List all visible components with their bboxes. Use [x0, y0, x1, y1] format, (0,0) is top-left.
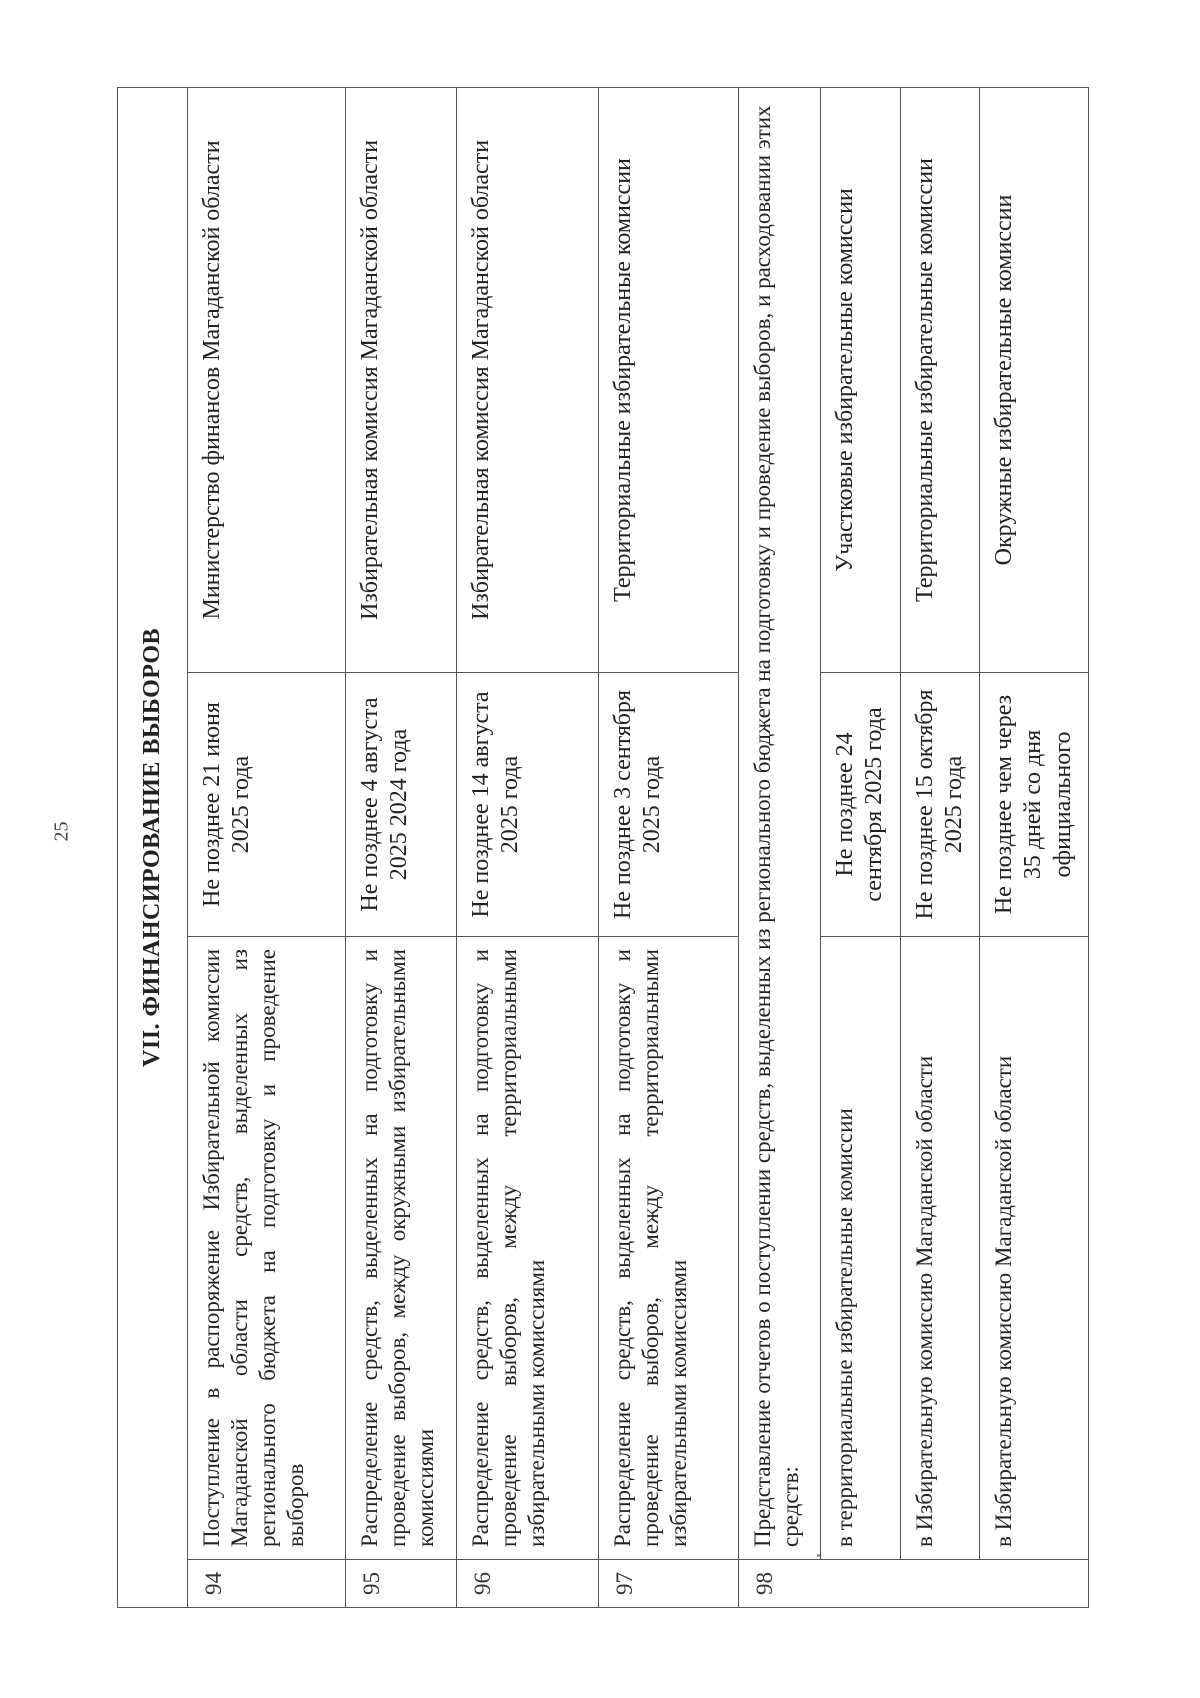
row-deadline: Не позднее 14 августа 2025 года [457, 673, 599, 937]
table-row [188, 87, 346, 1607]
row-item-text: Поступление в распоряжение Избирательной комиссии Магаданской области средств, выделенных из регионального бюджета на подготовку и проведение выборов [188, 937, 346, 1560]
table-subrow [900, 87, 980, 1607]
row-responsible: Территориальные избирательные комиссии [599, 87, 739, 672]
table-row [599, 87, 739, 1607]
row-number: 98 [739, 1560, 1089, 1608]
section-title: VII. ФИНАНСИРОВАНИЕ ВЫБОРОВ [118, 87, 188, 1607]
row-item-text: Распределение средств, выделенных на подготовку и проведение выборов, между территориальными избирательными комиссиями [457, 937, 599, 1560]
subrow-item-text: в Избирательную комиссию Магаданской области [980, 937, 1089, 1560]
row-responsible: Избирательная комиссия Магаданской области [346, 87, 457, 672]
subrow-deadline: Не позднее 24 сентября 2025 года [821, 673, 901, 937]
rotated-table-wrapper [117, 88, 1076, 1608]
row-number: 96 [457, 1560, 599, 1608]
subrow-deadline: Не позднее чем через 35 дней со дня официального [980, 673, 1089, 937]
row-deadline: Не позднее 4 августа 2025 2024 года [346, 673, 457, 937]
page-number: 25 [50, 821, 73, 842]
row-number: 97 [599, 1560, 739, 1608]
subrow-responsible: Окружные избирательные комиссии [980, 87, 1089, 672]
subrow-responsible: Территориальные избирательные комиссии [900, 87, 980, 672]
subrow-responsible: Участковые избирательные комиссии [821, 87, 901, 672]
row-number: 94 [188, 1560, 346, 1608]
row-item-text: Распределение средств, выделенных на подготовку и проведение выборов, между окружными избирательными комиссиями [346, 937, 457, 1560]
row-responsible: Министерство финансов Магаданской области [188, 87, 346, 672]
row-deadline: Не позднее 21 июня 2025 года [188, 673, 346, 937]
row-deadline: Не позднее 3 сентября 2025 года [599, 673, 739, 937]
elections-financing-table [117, 87, 1089, 1608]
table-row [457, 87, 599, 1607]
scan-speck [817, 1554, 820, 1557]
section-header-row [118, 87, 188, 1607]
table-subrow [821, 87, 901, 1607]
table-row-98-heading [739, 87, 821, 1607]
row-98-heading-text: Представление отчетов о поступлении средств, выделенных из регионального бюджета на подготовку и проведение выборов, и расходовании этих средств: [739, 87, 821, 1559]
subrow-deadline: Не позднее 15 октября 2025 года [900, 673, 980, 937]
table-row [346, 87, 457, 1607]
table-subrow [980, 87, 1089, 1607]
subrow-item-text: в территориальные избирательные комиссии [821, 937, 901, 1560]
row-item-text: Распределение средств, выделенных на подготовку и проведение выборов, между территориальными избирательными комиссиями [599, 937, 739, 1560]
row-responsible: Избирательная комиссия Магаданской области [457, 87, 599, 672]
row-number: 95 [346, 1560, 457, 1608]
subrow-item-text: в Избирательную комиссию Магаданской области [900, 937, 980, 1560]
